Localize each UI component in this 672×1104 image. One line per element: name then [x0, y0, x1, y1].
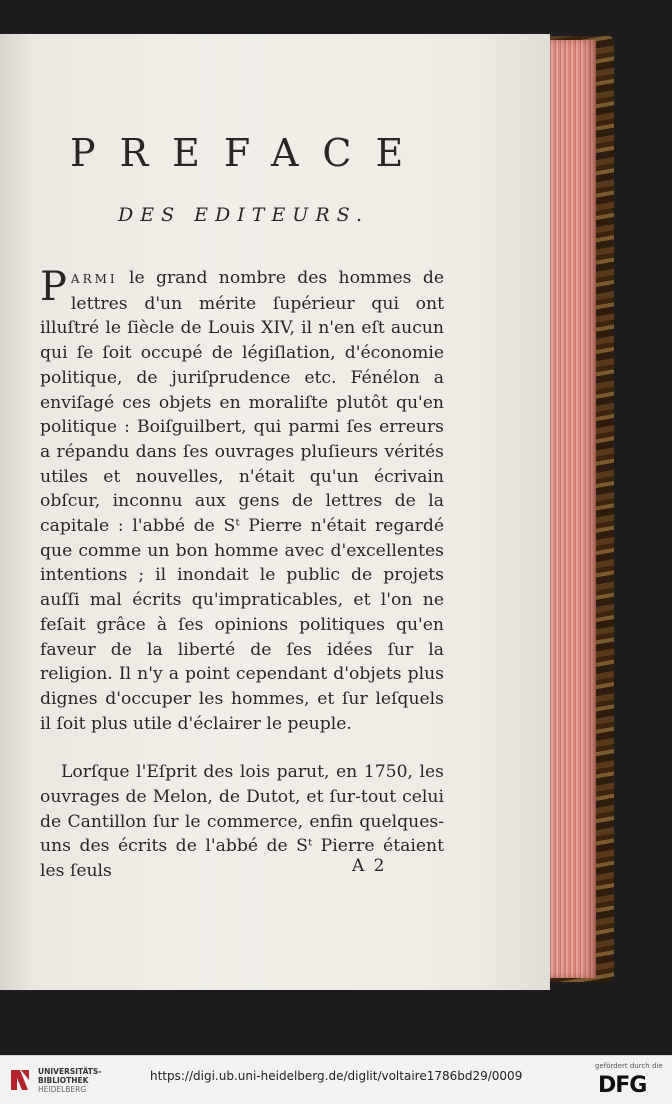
book-page	[0, 34, 550, 990]
institution-line-1: UNIVERSITÄTS-	[38, 1067, 102, 1076]
paragraph-2: Lorſque l'Eſprit des lois parut, en 1750, les ouvrages de Melon, de Dutot, et ſur-tout celui de Cantillon ſur le commerce, enfin quelques-uns des écrits de l'abbé de Sᵗ Pierre étaient les ſeuls	[40, 762, 444, 882]
page-subtitle: DES EDITEURS.	[118, 204, 370, 226]
institution-name[interactable]	[38, 1067, 108, 1094]
page-body	[40, 266, 444, 884]
first-word: ARMI	[70, 272, 118, 286]
funder-caption: gefördert durch die	[595, 1062, 663, 1070]
institution-line-3: HEIDELBERG	[38, 1085, 87, 1094]
institution-line-2: BIBLIOTHEK	[38, 1076, 89, 1085]
catchword: A 2	[352, 856, 387, 876]
viewer-footer	[0, 1055, 672, 1104]
paragraph-1	[40, 266, 444, 736]
university-logo-icon[interactable]	[8, 1066, 32, 1094]
page-edges	[548, 40, 596, 978]
paragraph-1-text: le grand nombre des hommes de lettres d'un mérite ſupérieur qui ont illuſtré le ſiècle de Louis XIV, il n'en eſt aucun qui ſe ſoit occupé de légiſlation, d'économie politique, de juriſprudence etc. Fénélon a enviſagé ces objets en moraliſte plutôt qu'en politique : Boiſguilbert, qui parmi ſes erreurs a répandu dans ſes ouvrages pluſieurs vérités utiles et nouvelles, n'était qu'un écrivain obſcur, inconnu aux gens de lettres de la capitale : l'abbé de Sᵗ Pierre n'était regardé que comme un bon homme avec d'excellentes intentions ; il inondait le public de projets auſſi mal écrits qu'impraticables, et l'on ne feſait grâce à ſes opinions politiques qu'en faveur de la liberté de ſes idées ſur la religion. Il n'y a point cependant d'objets plus dignes d'occuper les hommes, et ſur leſquels il ſoit plus utile d'éclairer le peuple.	[40, 268, 444, 734]
permalink-url[interactable]: https://digi.ub.uni-heidelberg.de/diglit/voltaire1786bd29/0009	[150, 1069, 523, 1083]
dfg-logo[interactable]: DFG	[598, 1073, 647, 1098]
drop-cap: P	[40, 264, 67, 310]
page-title: PREFACE	[70, 131, 428, 175]
